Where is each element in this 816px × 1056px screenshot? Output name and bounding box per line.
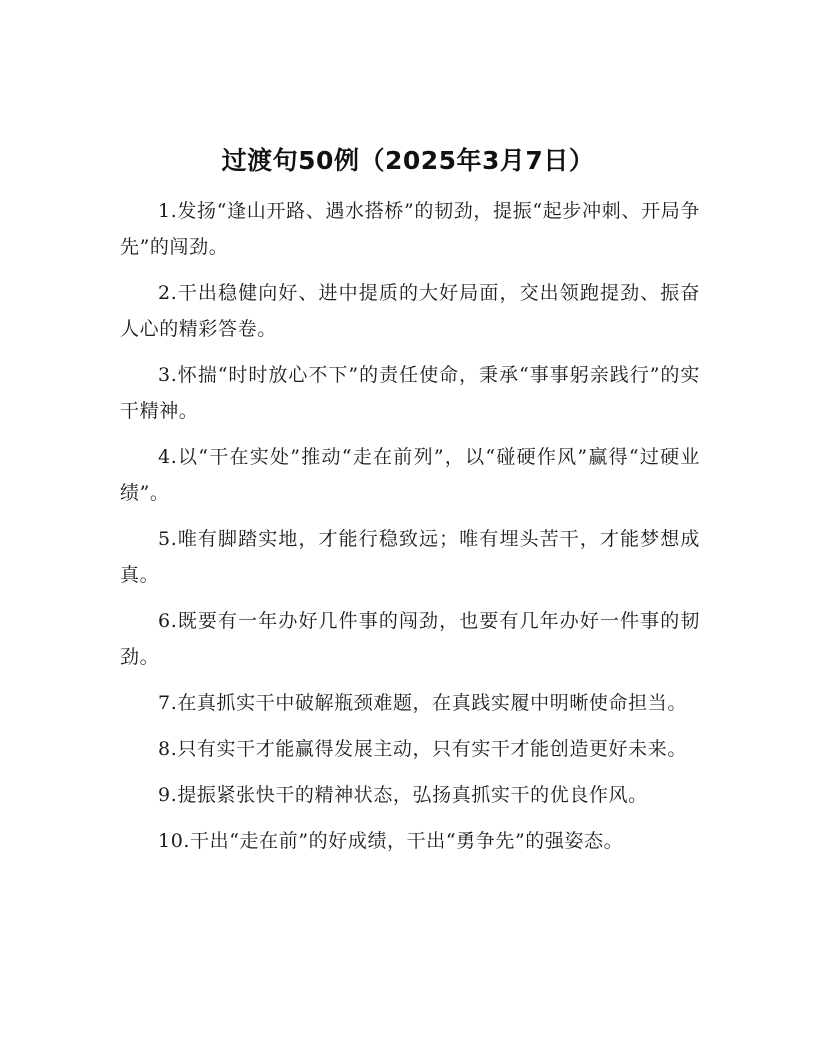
list-item: 5.唯有脚踏实地，才能行稳致远；唯有埋头苦干，才能梦想成真。 [120, 528, 700, 586]
item-list [120, 193, 700, 869]
document-title: 过渡句50例（2025年3月7日） [221, 146, 595, 175]
list-item: 8.只有实干才能赢得发展主动，只有实干才能创造更好未来。 [158, 738, 687, 760]
list-item: 6.既要有一年办好几件事的闯劲，也要有几年办好一件事的韧劲。 [120, 610, 700, 668]
list-item: 2.干出稳健向好、进中提质的大好局面，交出领跑提劲、振奋人心的精彩答卷。 [120, 282, 700, 340]
list-item: 3.怀揣“时时放心不下”的责任使命，秉承“事事躬亲践行”的实干精神。 [120, 364, 700, 422]
list-item: 1.发扬“逢山开路、遇水搭桥”的韧劲，提振“起步冲刺、开局争先”的闯劲。 [120, 200, 700, 258]
list-item: 4.以“干在实处”推动“走在前列”，以“碰硬作风”赢得“过硬业绩”。 [120, 446, 700, 504]
list-item: 9.提振紧张快干的精神状态，弘扬真抓实干的优良作风。 [158, 784, 648, 806]
list-item: 7.在真抓实干中破解瓶颈难题，在真践实履中明晰使命担当。 [158, 692, 687, 714]
list-item: 10.干出“走在前”的好成绩，干出“勇争先”的强姿态。 [158, 830, 624, 852]
